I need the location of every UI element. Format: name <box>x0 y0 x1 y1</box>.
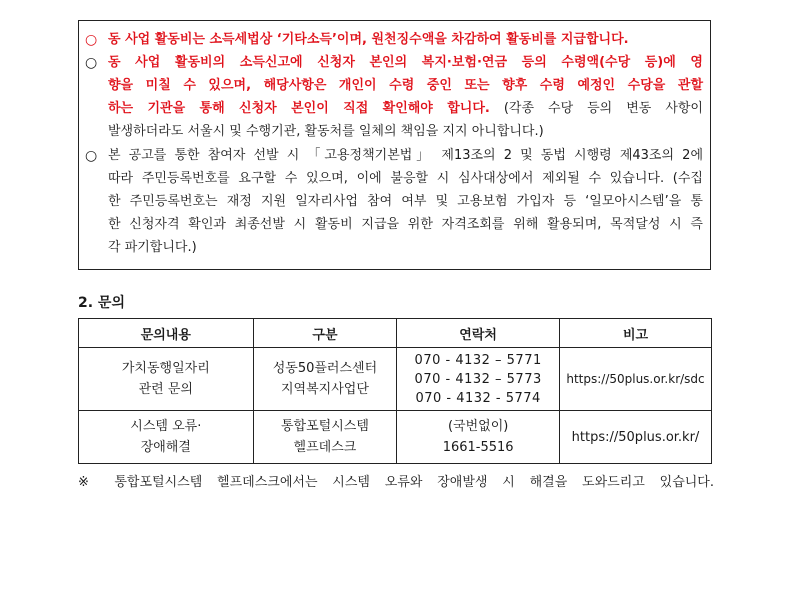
cell-inquiry-content <box>79 411 254 464</box>
footnote: ※ 통합포털시스템 헬프데스크에서는 시스템 오류와 장애발생 시 해결을 도와드리고 있습니다. <box>78 475 714 490</box>
table-row <box>79 348 712 411</box>
circle-bullet-icon: ○ <box>85 148 98 164</box>
cell-note-url: https://50plus.or.kr/ <box>560 411 712 464</box>
header-inquiry-content: 문의내용 <box>79 319 254 348</box>
notice-line <box>108 122 703 142</box>
notice-text: (각종 수당 등의 변동 사항이 <box>489 101 703 116</box>
notice-text: 따라 주민등록번호를 요구할 수 있으며, 이에 불응할 시 심사대상에서 제외될 수 있습니다. (수집 <box>108 171 703 186</box>
phone-number: 070 - 4132 - 5774 <box>415 390 541 406</box>
header-division: 구분 <box>253 319 397 348</box>
notice-text-red: 동 사업 활동비의 소득신고에 신청자 본인의 복지·보험·연금 등의 수령액(수당 등)에 영 <box>108 55 703 70</box>
notice-line <box>108 169 703 189</box>
notice-line <box>108 215 703 235</box>
phone-number: 1661-5516 <box>442 440 514 455</box>
cell-note-url: https://50plus.or.kr/sdc <box>560 348 712 411</box>
notice-text: 한 신청자격 확인과 최종선발 시 활동비 지급을 위한 자격조회를 위해 활용되며, 목적달성 시 즉 <box>108 217 703 232</box>
cell-text: 시스템 오류· <box>130 419 202 434</box>
notice-text: 본 공고를 통한 참여자 선발 시 「고용정책기본법」 제13조의 2 및 동법 시행령 제43조의 2에 <box>108 148 703 163</box>
circle-bullet-icon: ○ <box>85 55 98 71</box>
notice-text: 발생하더라도 서울시 및 수행기관, 활동처를 일체의 책임을 지지 아니합니다.) <box>108 124 544 139</box>
notice-line <box>108 238 703 258</box>
notice-line <box>108 76 703 96</box>
notice-line <box>108 30 703 50</box>
cell-inquiry-content <box>79 348 254 411</box>
table-row <box>79 411 712 464</box>
notice-line <box>108 53 703 73</box>
notice-box <box>78 20 711 270</box>
cell-contact <box>397 348 560 411</box>
notice-line <box>108 99 703 119</box>
phone-number: 070 - 4132 – 5771 <box>414 352 542 368</box>
cell-contact <box>397 411 560 464</box>
cell-text: 지역복지사업단 <box>281 382 369 397</box>
cell-text: 통합포털시스템 <box>281 419 369 434</box>
cell-text: 가치동행일자리 <box>121 361 210 376</box>
notice-text-red: 동 사업 활동비는 소득세법상 ‘기타소득’이며, 원천징수액을 차감하여 활동비를 지급합니다. <box>108 32 629 47</box>
notice-text-red: 하는 기관을 통해 신청자 본인이 직접 확인해야 합니다. <box>108 101 490 116</box>
cell-text: (국번없이) <box>447 419 509 434</box>
notice-text-red: 향을 미칠 수 있으며, 해당사항은 개인이 수령 중인 또는 향후 수령 예정인 수당을 관할 <box>108 78 703 93</box>
table-header-row <box>79 319 712 348</box>
cell-text: 성동50플러스센터 <box>272 361 378 376</box>
cell-division <box>253 411 397 464</box>
cell-text: 관련 문의 <box>138 382 193 397</box>
inquiry-table <box>78 318 712 464</box>
notice-line <box>108 146 703 166</box>
header-note: 비고 <box>560 319 712 348</box>
section-title-inquiry: 2. 문의 <box>78 295 125 311</box>
notice-text: 각 파기합니다.) <box>108 240 197 255</box>
cell-text: 헬프데스크 <box>293 440 357 455</box>
circle-bullet-icon: ○ <box>85 32 98 48</box>
notice-line <box>108 192 703 212</box>
cell-division <box>253 348 397 411</box>
notice-text: 한 주민등록번호는 재정 지원 일자리사업 참여 여부 및 고용보험 가입자 등 ‘일모아시스템’을 통 <box>108 194 703 209</box>
cell-text: 장애해결 <box>140 440 191 455</box>
header-contact: 연락처 <box>397 319 560 348</box>
phone-number: 070 - 4132 – 5773 <box>414 371 542 387</box>
